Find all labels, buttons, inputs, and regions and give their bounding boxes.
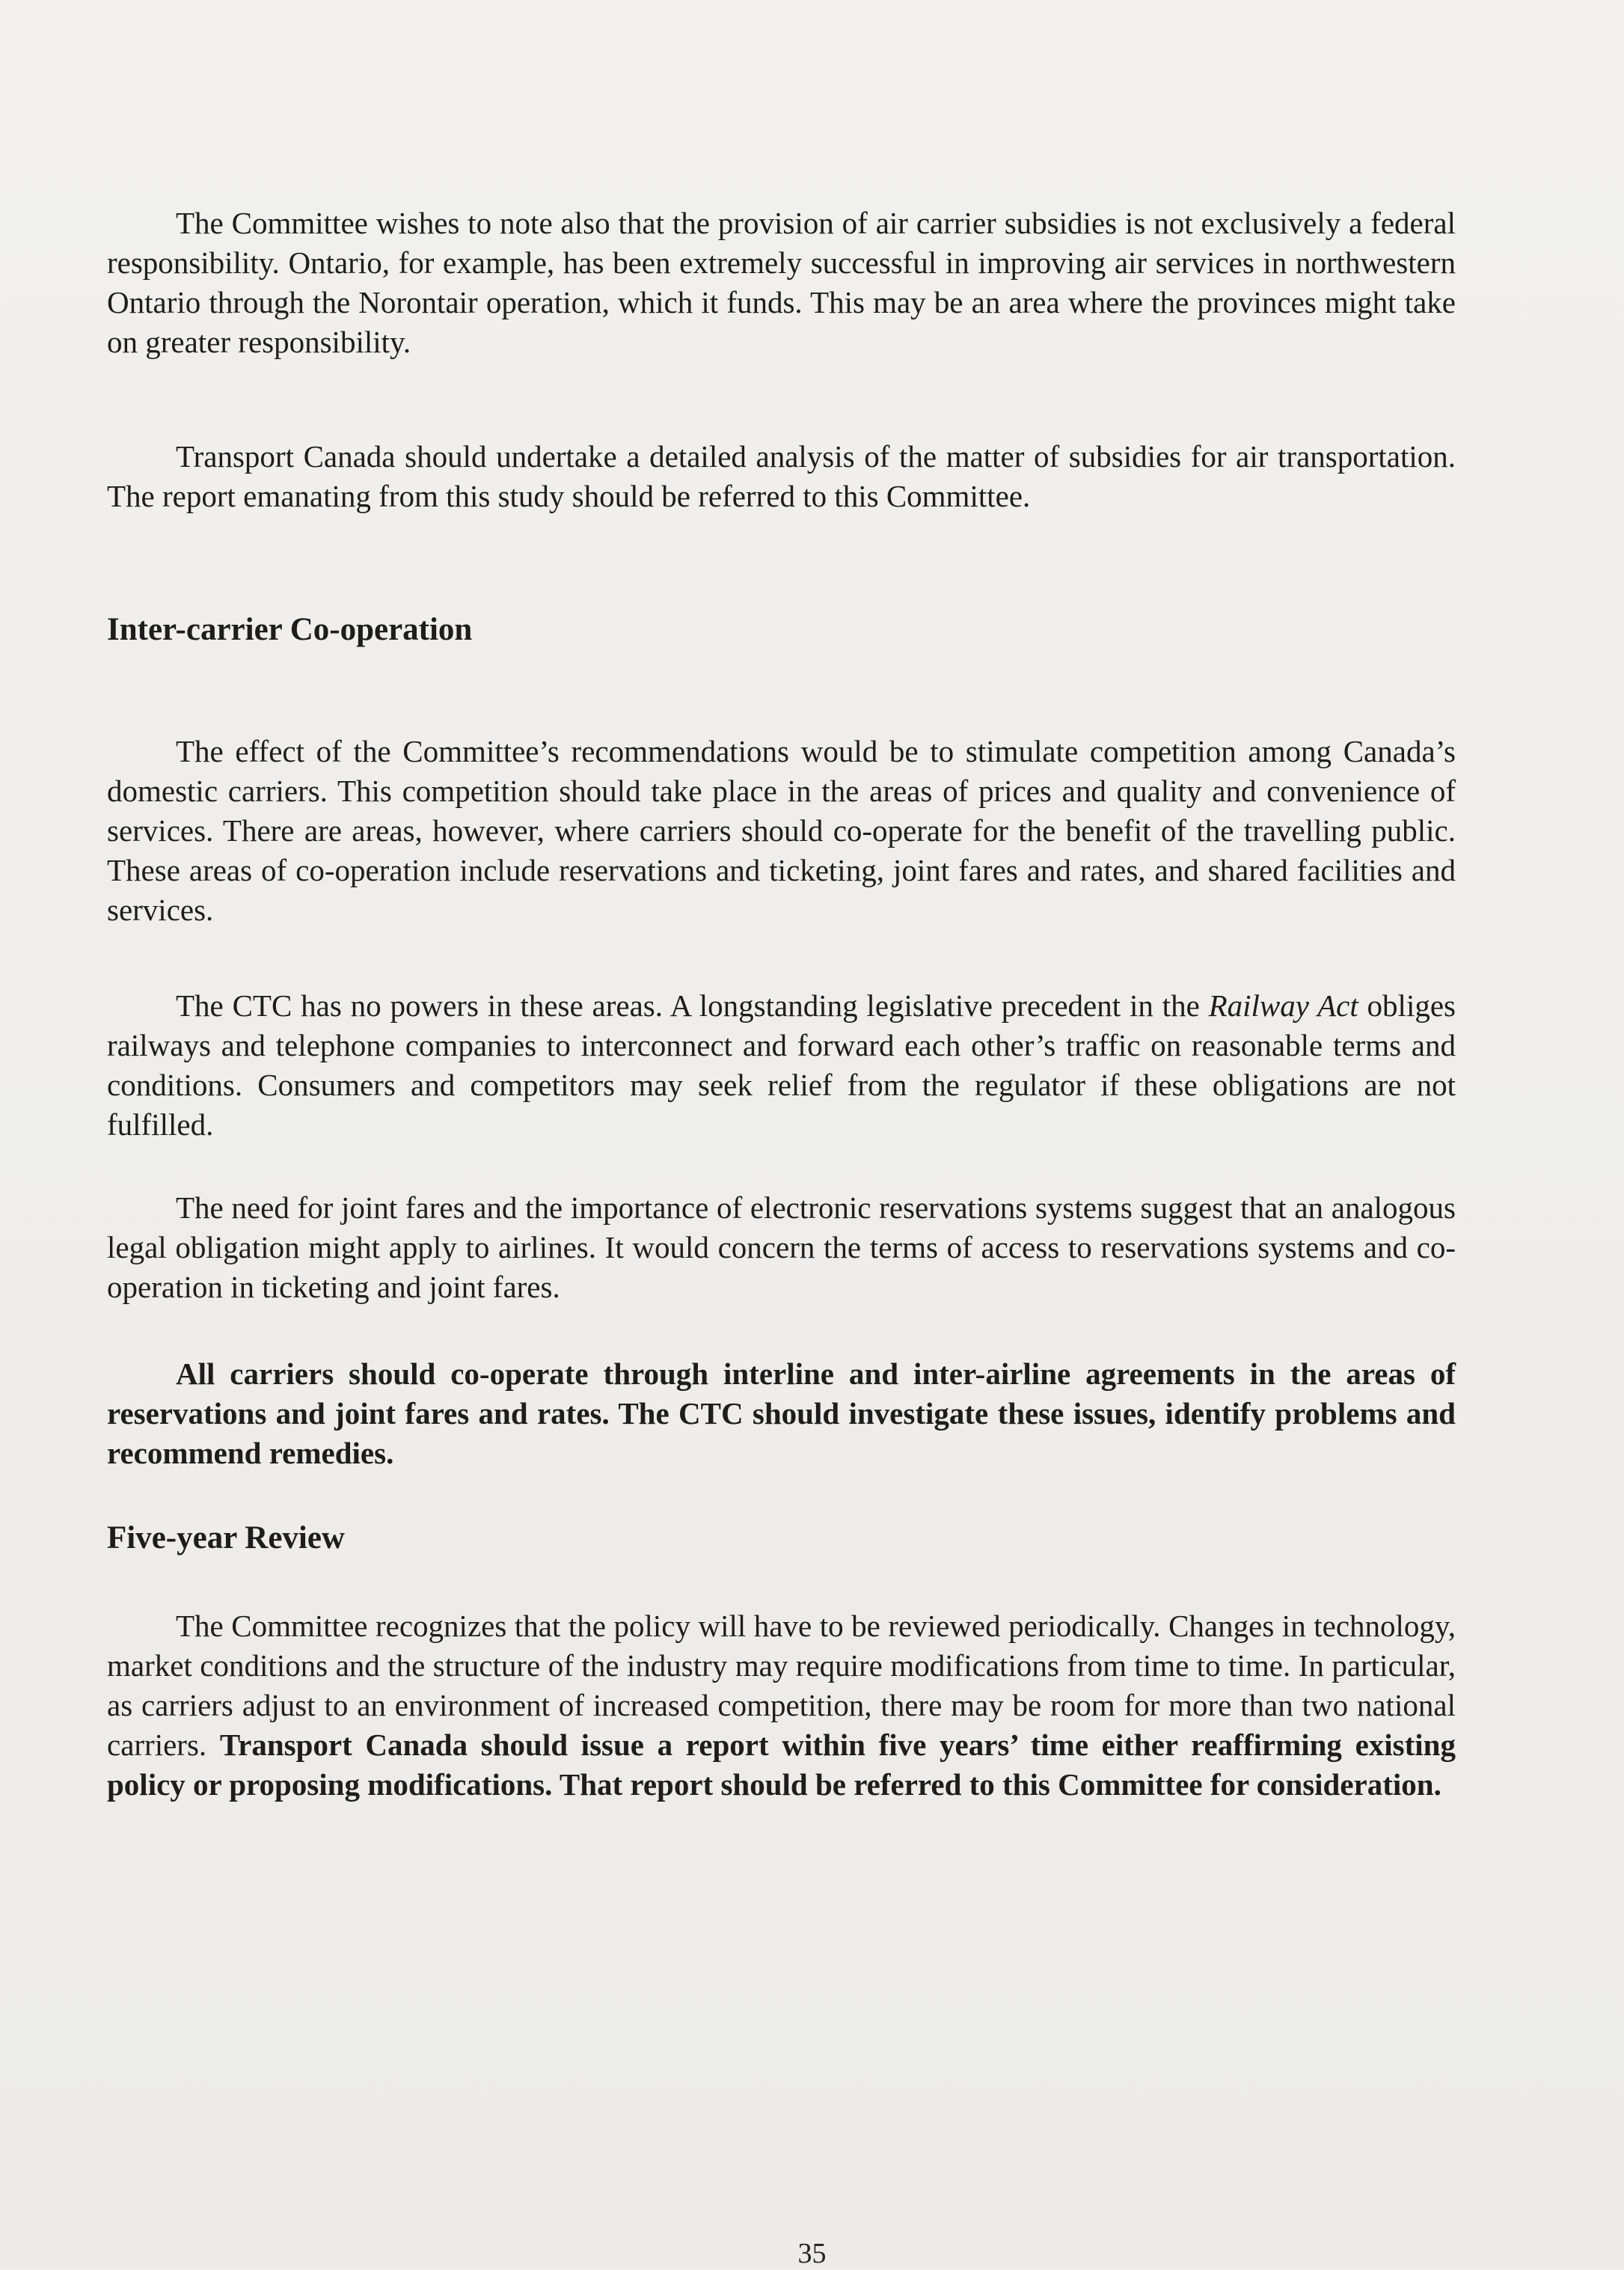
paragraph-ctc-powers-text-1: The CTC has no powers in these areas. A longstanding legislative precedent in the (176, 988, 1209, 1023)
paragraph-ctc-powers (107, 986, 1456, 1145)
paragraph-five-year-review (107, 1606, 1456, 1805)
railway-act-italic: Railway Act (1208, 988, 1358, 1023)
paragraph-effect-of-recommendations: The effect of the Committee’s recommendations would be to stimulate competition among Canada’s domestic carriers. This competition should take place in the areas of prices and quality and convenience of services. There are areas, however, where carriers should co-operate for the benefit of the travelling public. These areas of co-operation include reservations and ticketing, joint fares and rates, and shared facilities and services. (107, 734, 1456, 927)
paragraph-five-year-review-text: The Committee recognizes that the policy will have to be reviewed periodically. Changes in technology, market conditions and the structure of the industry may require modifications from time to time. In particular, as carriers adjust to an environment of increased competition, there may be room for more than two national carriers. (107, 1609, 1456, 1762)
heading-five-year-review: Five-year Review (107, 1520, 345, 1555)
heading-inter-carrier-cooperation: Inter-carrier Co-operation (107, 612, 473, 647)
paragraph-joint-fares: The need for joint fares and the importance of electronic reservations systems suggest that an analogous legal obligation might apply to airlines. It would concern the terms of access to reservations systems and co-operation in ticketing and joint fares. (107, 1190, 1456, 1304)
recommendation-carriers-cooperate: All carriers should co-operate through interline and inter-airline agreements in the areas of reservations and joint fares and rates. The CTC should investigate these issues, identify problems and recommend remedies. (107, 1356, 1456, 1470)
page-number: 35 (797, 2238, 827, 2269)
recommendation-five-year-report: Transport Canada should issue a report within five years’ time either reaffirming existing policy or proposing modifications. That report should be referred to this Committee for consideration. (107, 1728, 1456, 1802)
paragraph-transport-canada-analysis: Transport Canada should undertake a detailed analysis of the matter of subsidies for air transportation. The report emanating from this study should be referred to this Committee. (107, 439, 1456, 513)
paragraph-air-subsidies: The Committee wishes to note also that the provision of air carrier subsidies is not exclusively a federal responsibility. Ontario, for example, has been extremely successful in improving air services in northwestern Ontario through the Norontair operation, which it funds. This may be an area where the provinces might take on greater responsibility. (107, 206, 1456, 359)
paragraph-ctc-powers-text-2: obliges railways and telephone companies to interconnect and forward each other’s traffic on reasonable terms and conditions. Consumers and competitors may seek relief from the regulator if these obligations are not fulfilled. (107, 988, 1456, 1142)
page-body (107, 204, 1456, 1805)
